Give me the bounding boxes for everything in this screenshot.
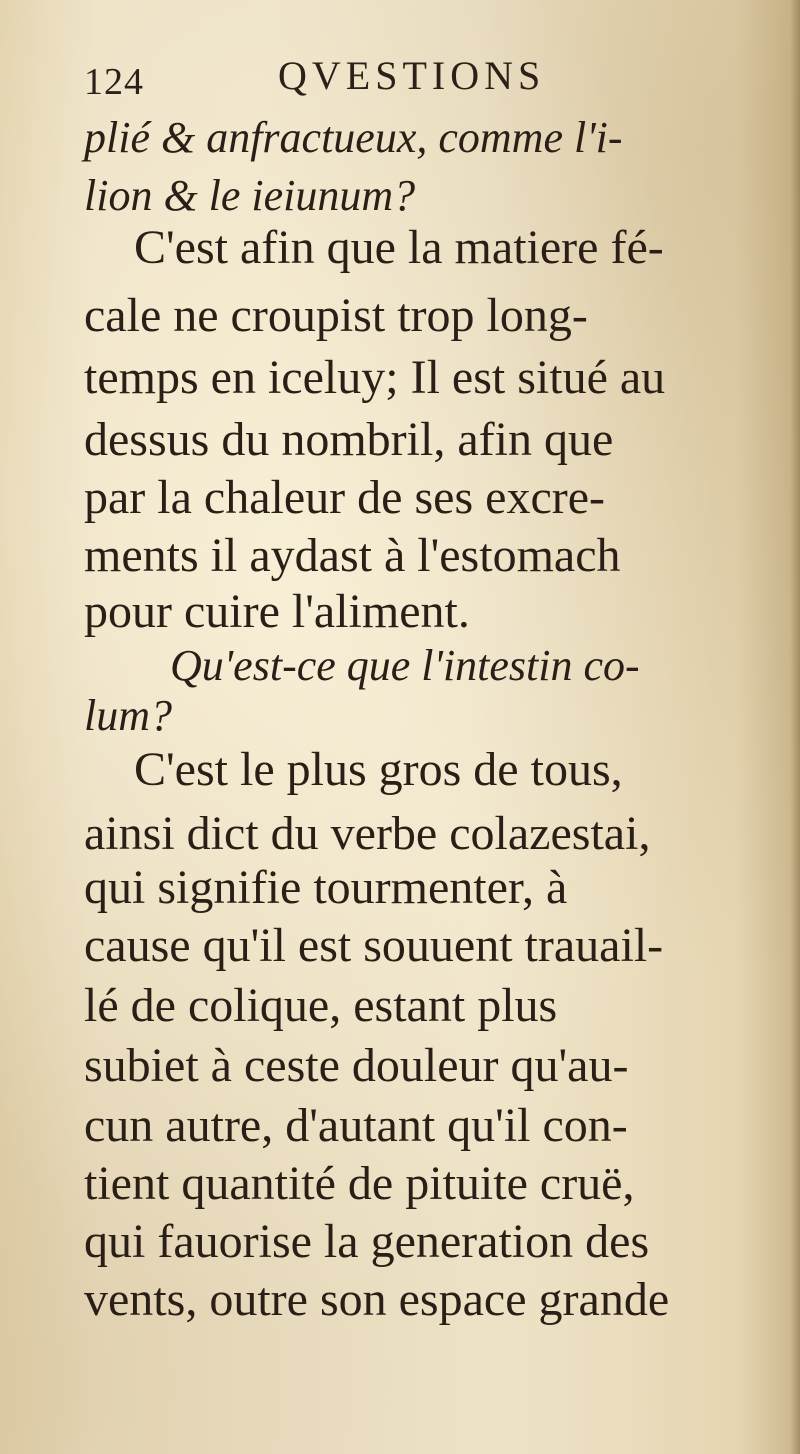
answer-line: vents, outre son espace grande [84,1273,670,1326]
page-number: 124 [84,61,144,103]
page-edge-shadow [790,0,800,1454]
answer-line: cale ne croupist trop long- [84,289,588,342]
question-line: plié & anfractueux, comme l'i- [84,113,623,162]
answer-line: par la chaleur de ses excre- [84,471,606,524]
answer-line: lé de colique, estant plus [84,979,558,1032]
answer-line: qui signifie tourmenter, à [84,861,568,914]
answer-line: temps en iceluy; Il est situé au [84,351,666,404]
answer-line: subiet à ceste douleur qu'au- [84,1039,629,1092]
answer-line: C'est le plus gros de tous, [134,743,623,796]
running-title: QVESTIONS [278,53,546,98]
question-line: Qu'est-ce que l'intestin co- [170,641,640,690]
answer-line: pour cuire l'aliment. [84,585,470,638]
answer-line: cun autre, d'autant qu'il con- [84,1099,628,1152]
question-line: lion & le ieiunum? [84,171,416,220]
question-line: lum? [84,691,172,740]
answer-line: dessus du nombril, afin que [84,413,614,466]
answer-line: qui fauorise la generation des [84,1215,650,1268]
answer-line: tient quantité de pituite cruë, [84,1157,635,1210]
page-header [0,52,800,112]
answer-line: ments il aydast à l'estomach [84,529,621,582]
answer-line: C'est afin que la matiere fé- [134,221,664,274]
answer-line: ainsi dict du verbe colazestai, [84,807,651,860]
answer-line: cause qu'il est souuent trauail- [84,919,664,972]
